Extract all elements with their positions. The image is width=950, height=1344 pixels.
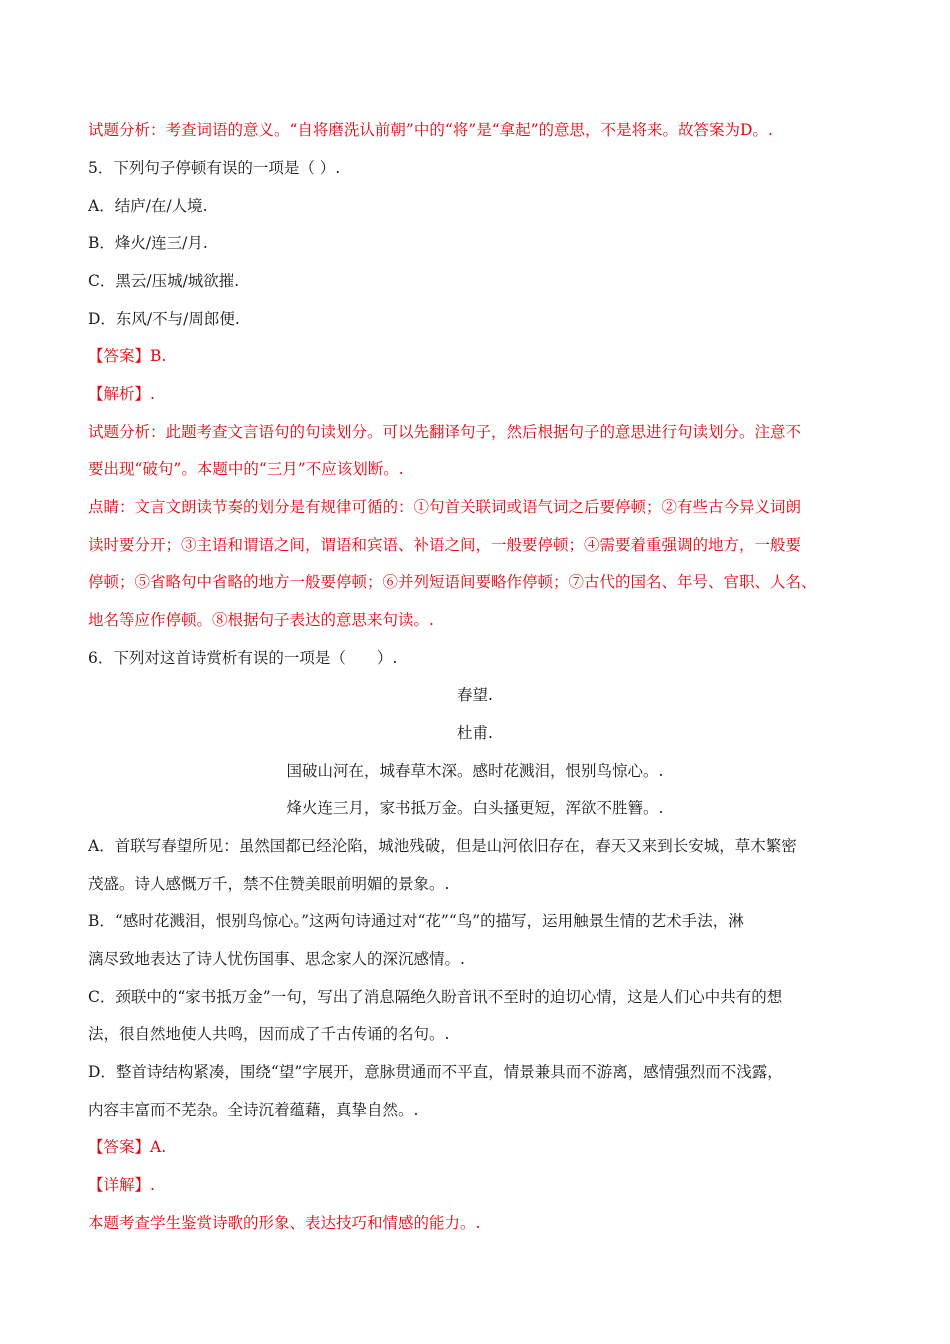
text-line-7: 【解析】.: [88, 385, 155, 403]
text-line-21: B．“感时花溅泪，恨别鸟惊心。”这两句诗通过对“花”“鸟”的描写，运用触景生情的艺术手法，淋: [88, 912, 744, 930]
text-line-1: 5．下列句子停顿有误的一项是（ ）.: [88, 159, 341, 177]
text-line-27: 【答案】A.: [88, 1138, 167, 1156]
text-line-9: 要出现“破句”。本题中的“三月”不应该划断。.: [88, 460, 404, 478]
text-line-24: 法，很自然地使人共鸣，因而成了千古传诵的名句。.: [88, 1025, 450, 1043]
text-line-3: B．烽火/连三/月.: [88, 234, 208, 252]
text-line-4: C．黑云/压城/城欲摧.: [88, 272, 240, 290]
text-line-6: 【答案】B.: [88, 347, 167, 365]
text-line-11: 读时要分开；③主语和谓语之间，谓语和宾语、补语之间，一般要停顿；④需要着重强调的地方，一般要: [88, 536, 802, 554]
text-line-2: A．结庐/在/人境.: [88, 197, 208, 215]
text-line-0: 试题分析：考查词语的意义。“自将磨洗认前朝”中的“将”是“拿起”的意思，不是将来。故答案为D。.: [88, 121, 773, 139]
text-line-19: A．首联写春望所见：虽然国都已经沦陷，城池残破，但是山河依旧存在，春天又来到长安城，草木繁密: [88, 837, 797, 855]
text-line-25: D．整首诗结构紧凑，围绕“望”字展开，意脉贯通而不平直，情景兼具而不游离，感情强烈而不浅露，: [88, 1063, 783, 1081]
text-line-22: 漓尽致地表达了诗人忧伤国事、思念家人的深沉感情。.: [88, 950, 465, 968]
text-line-8: 试题分析：此题考查文言语句的句读划分。可以先翻译句子，然后根据句子的意思进行句读划分。注意不: [88, 423, 802, 441]
text-line-10: 点睛：文言文朗读节奏的划分是有规律可循的：①句首关联词或语气词之后要停顿；②有些古今异义词朗: [88, 498, 802, 516]
text-line-18: 烽火连三月，家书抵万金。白头搔更短，浑欲不胜簪。.: [286, 799, 664, 817]
text-line-20: 茂盛。诗人感慨万千，禁不住赞美眼前明媚的景象。.: [88, 875, 450, 893]
text-line-17: 国破山河在，城春草木深。感时花溅泪，恨别鸟惊心。.: [286, 762, 664, 780]
text-line-26: 内容丰富而不芜杂。全诗沉着蕴藉，真挚自然。.: [88, 1101, 419, 1119]
text-line-13: 地名等应作停顿。⑧根据句子表达的意思来句读。.: [88, 611, 434, 629]
text-line-28: 【详解】.: [88, 1176, 155, 1194]
text-line-23: C．颈联中的“家书抵万金”一句，写出了消息隔绝久盼音讯不至时的迫切心情，这是人们心中共有的想: [88, 988, 783, 1006]
text-line-5: D．东风/不与/周郎便.: [88, 310, 240, 328]
text-line-12: 停顿；⑤省略句中省略的地方一般要停顿；⑥并列短语间要略作停顿；⑦古代的国名、年号、官职、人名、: [88, 573, 817, 591]
text-line-16: 杜甫.: [457, 724, 493, 742]
text-line-15: 春望.: [457, 686, 493, 704]
text-line-14: 6．下列对这首诗赏析有误的一项是（ ）.: [88, 649, 398, 667]
text-line-29: 本题考查学生鉴赏诗歌的形象、表达技巧和情感的能力。.: [88, 1214, 481, 1232]
